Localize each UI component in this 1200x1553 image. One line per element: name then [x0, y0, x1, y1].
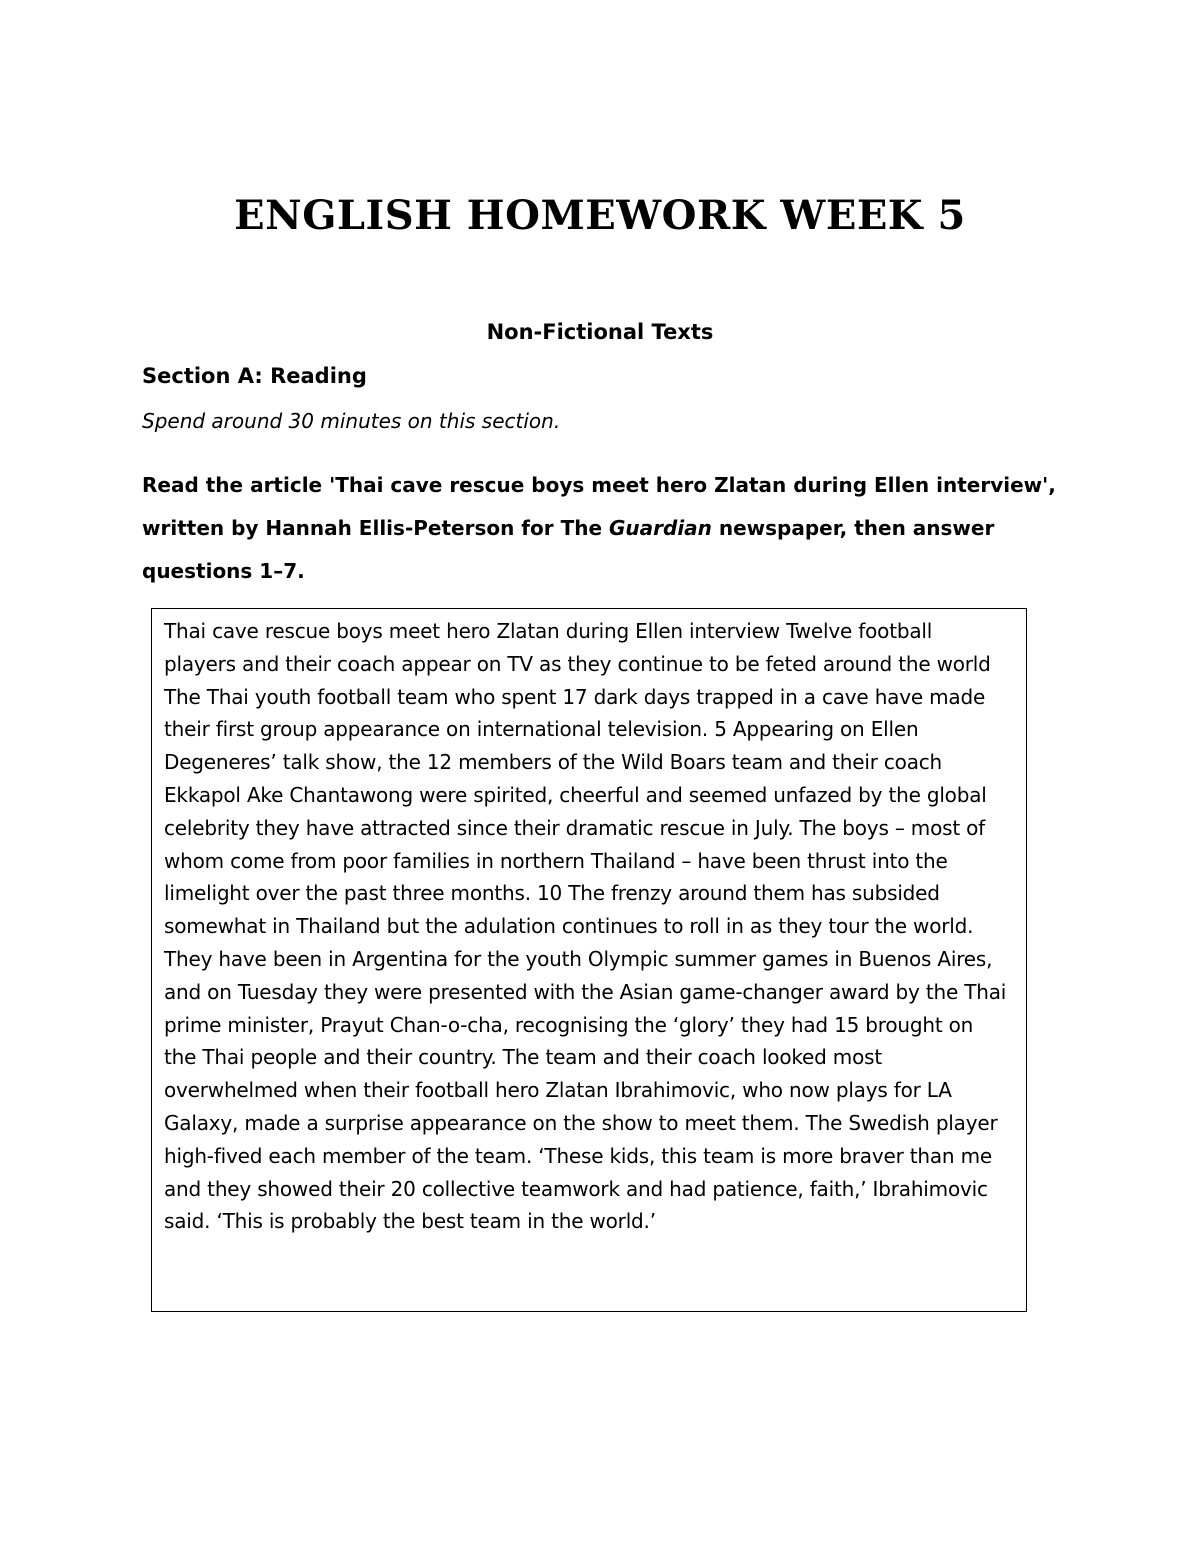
page-title: ENGLISH HOMEWORK WEEK 5 [234, 192, 966, 239]
article-text: Thai cave rescue boys meet hero Zlatan during Ellen interview Twelve football players and their coach appear on TV as they continue to be feted around the world The Thai youth football team who spent 17 dark days trapped in a cave have made their first group appearance on international television. 5 Appearing on Ellen Degeneres’ talk show, the 12 members of the Wild Boars team and their coach Ekkapol Ake Chantawong were spirited, cheerful and seemed unfazed by the global celebrity they have attracted since their dramatic rescue in July. The boys – most of whom come from poor families in northern Thailand – have been thrust into the limelight over the past three months. 10 The frenzy around them has subsided somewhat in Thailand but the adulation continues to roll in as they tour the world. They have been in Argentina for the youth Olympic summer games in Buenos Aires, and on Tuesday they were presented with the Asian game-changer award by the Thai prime minister, Prayut Chan-o-cha, recognising the ‘glory’ they had 15 brought on the Thai people and their country. The team and their coach looked most overwhelmed when their football hero Zlatan Ibrahimovic, who now plays for LA Galaxy, made a surprise appearance on the show to meet them. The Swedish player high-fived each member of the team. ‘These kids, this team is more braver than me and they showed their 20 collective teamwork and had patience, faith,’ Ibrahimovic said. ‘This is probably the best team in the world.’ [164, 619, 1007, 1234]
task-text-part1: Read the article 'Thai cave rescue boys meet hero Zlatan during Ellen interview', written by Hannah Ellis-Peterson for The [142, 473, 1056, 540]
time-instruction: Spend around 30 minutes on this section. [142, 409, 561, 433]
article-box [151, 608, 1027, 1312]
task-newspaper-name: Guardian [608, 516, 712, 540]
task-text-part2: newspaper, then answer questions 1–7. [142, 516, 995, 583]
task-instruction [142, 464, 1062, 593]
page-subtitle: Non-Fictional Texts [486, 320, 714, 344]
section-heading: Section A: Reading [142, 364, 367, 388]
